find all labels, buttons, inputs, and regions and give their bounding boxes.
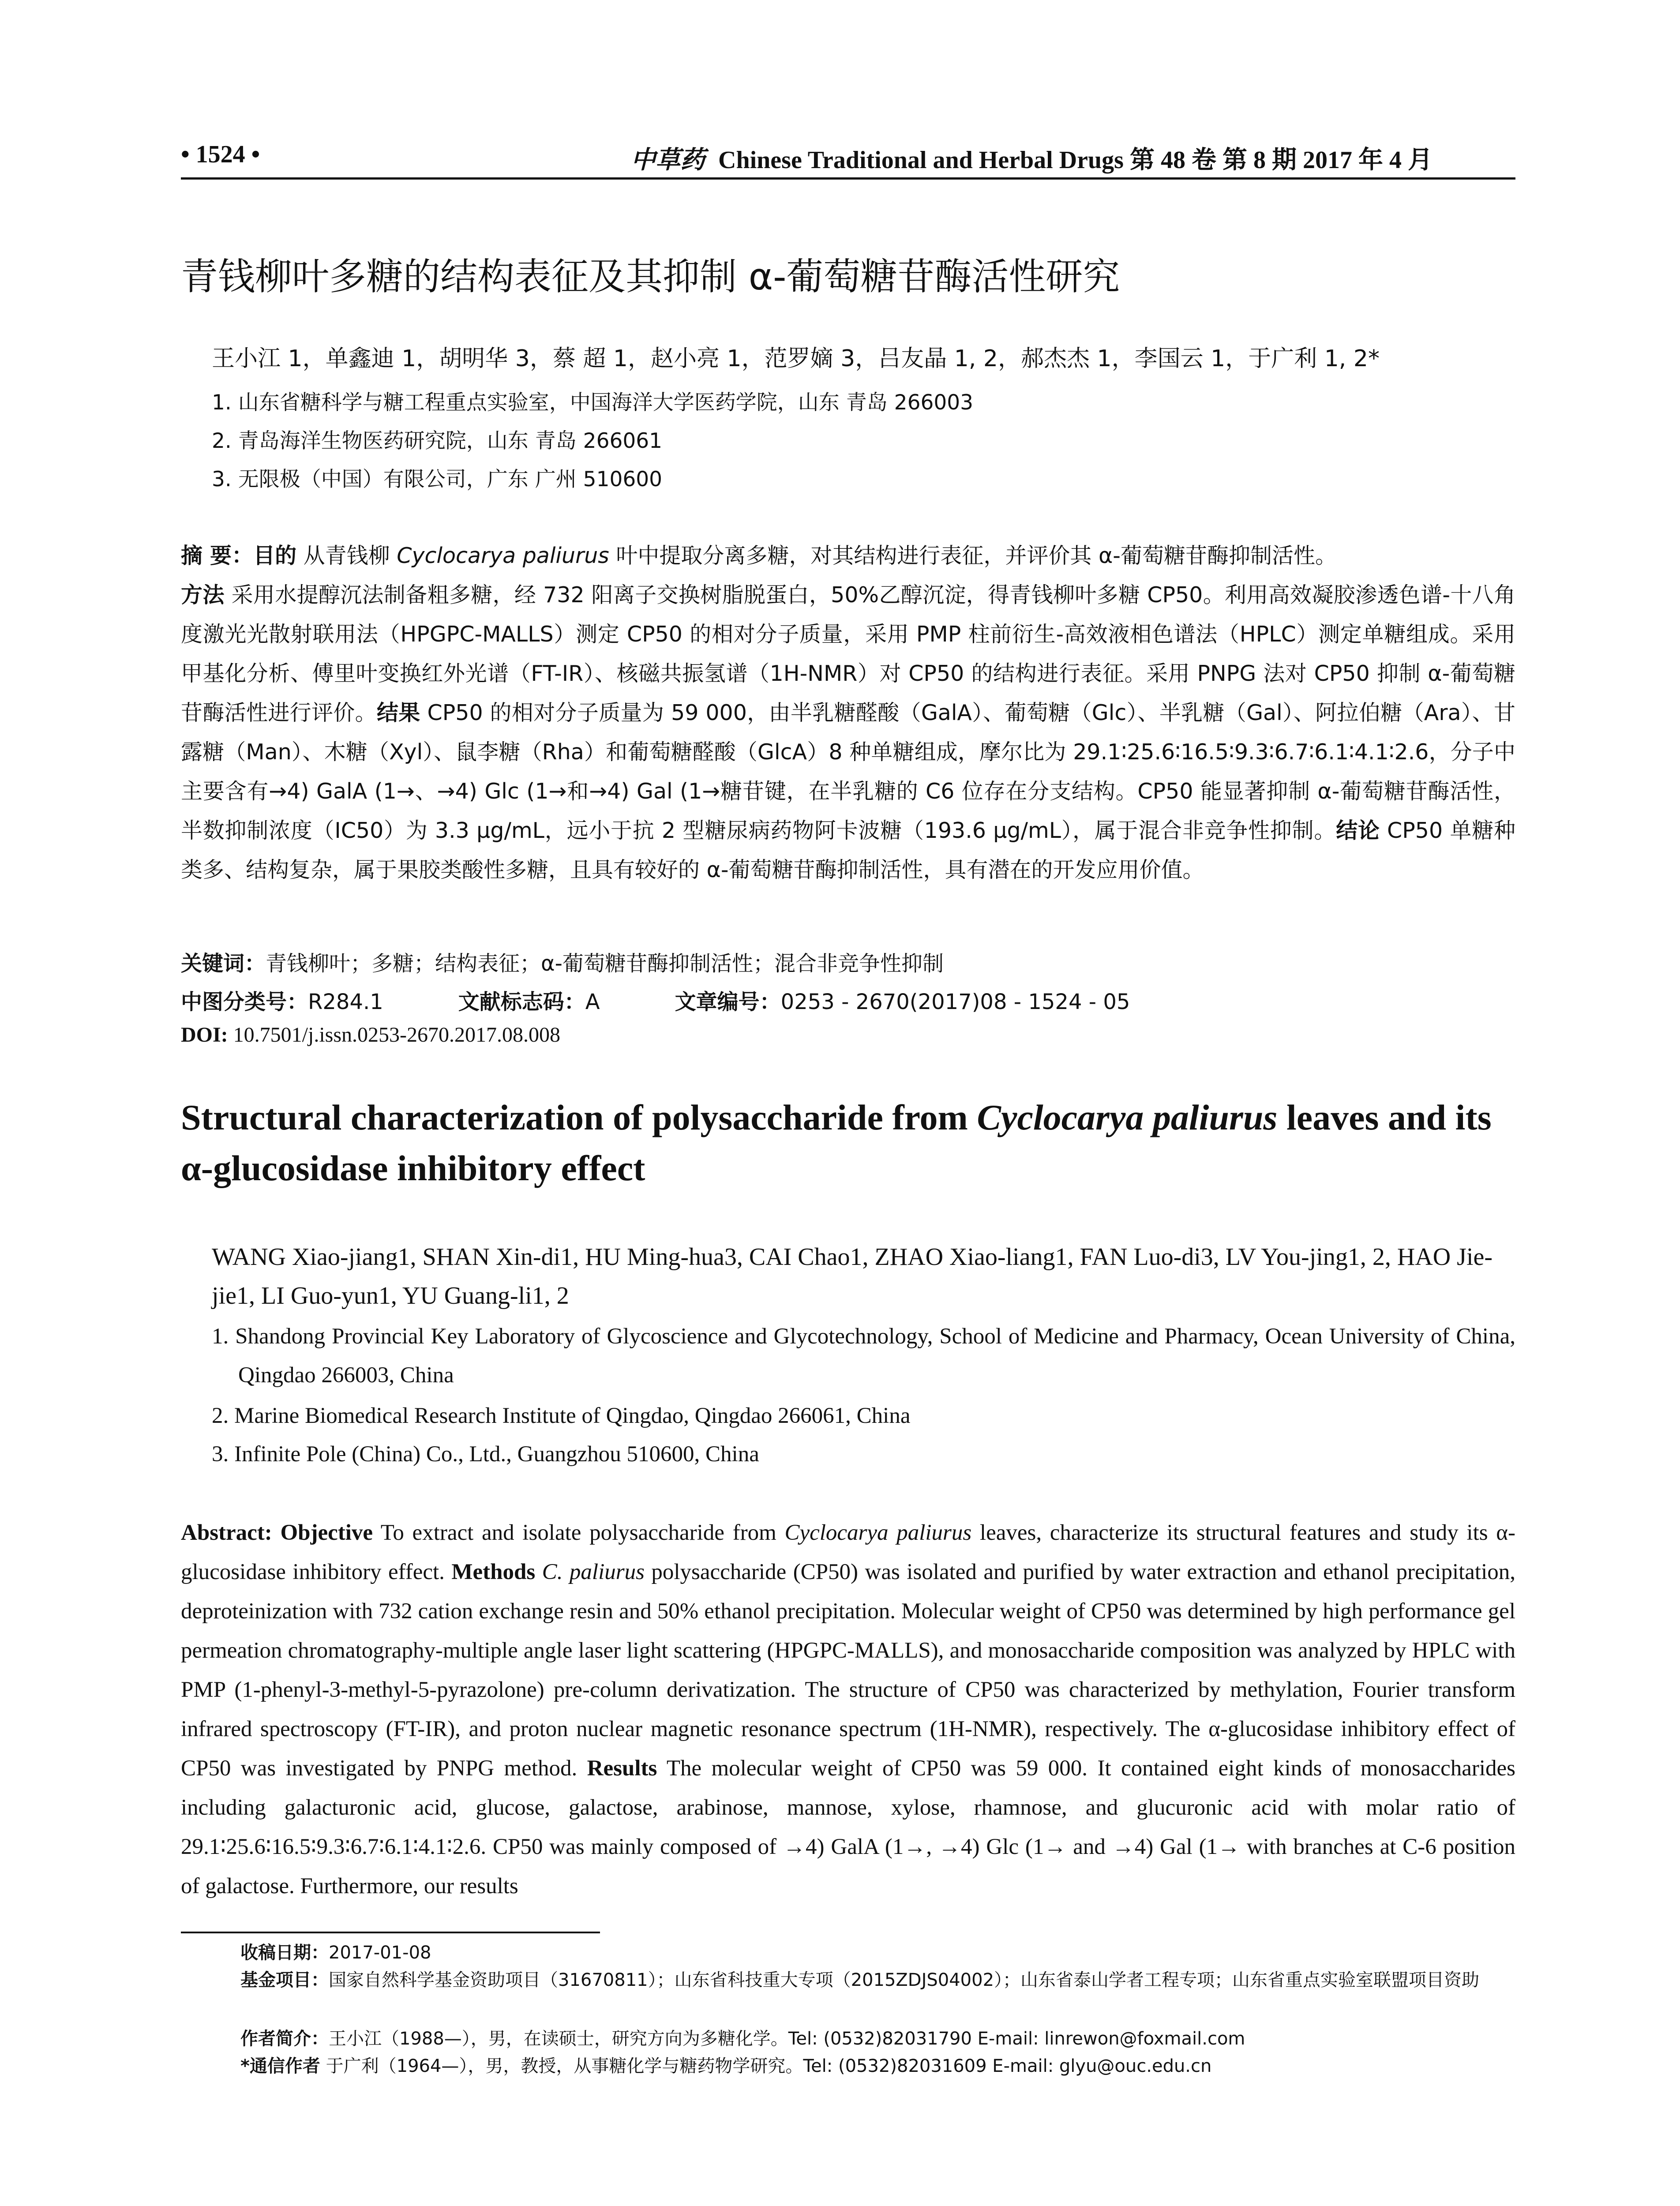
doi-line: [181, 1023, 560, 1047]
english-title-species: Cyclocarya paliurus: [977, 1097, 1278, 1137]
chinese-authors: 王小江 1，单鑫迪 1，胡明华 3，蔡 超 1，赵小亮 1，范罗嫡 3，吕友晶 1, 2，郝杰杰 1，李国云 1，于广利 1, 2*: [212, 345, 1380, 372]
results-text-cn: CP50 的相对分子质量为 59 000，由半乳糖醛酸（GalA）、葡萄糖（Glc）、半乳糖（Gal）、阿拉伯糖（Ara）、甘露糖（Man）、木糖（Xyl）、鼠李糖（Rha）和葡萄糖醛酸（GlcA）8 种单糖组成，摩尔比为 29.1∶25.6∶16.5∶9.3∶6.7∶6.1∶4.1∶2.6，分子中主要含有→4) GalA (1→、→4) Glc (1→和→4) Gal (1→糖苷键，在半乳糖的 C6 位存在分支结构。CP50 能显著抑制 α-葡萄糖苷酶活性，半数抑制浓度（IC50）为 3.3 μg/mL，远小于抗 2 型糖尿病药物阿卡波糖（193.6 μg/mL），属于混合非竞争性抑制。: [181, 700, 1515, 843]
english-authors: WANG Xiao-jiang1, SHAN Xin-di1, HU Ming-hua3, CAI Chao1, ZHAO Xiao-liang1, FAN Luo-di3, LV You-jing1, 2, HAO Jie-jie1, LI Guo-yun1, YU Guang-li1, 2: [212, 1243, 1493, 1309]
methods-label-cn: 方法: [181, 582, 225, 608]
keywords-line: [181, 946, 944, 977]
methods-species-en: C. paliurus: [542, 1560, 645, 1584]
objective-text-en-a: To extract and isolate polysaccharide from: [373, 1520, 785, 1545]
objective-text-cn-a: 从青钱柳: [296, 543, 397, 568]
abstract-label-en: Abstract: Objective: [181, 1520, 373, 1545]
results-label-cn: 结果: [376, 700, 420, 725]
english-abstract: [181, 1513, 1515, 1906]
journal-name-en: Chinese Traditional and Herbal Drugs 第 48 卷 第 8 期 2017 年 4 月: [718, 146, 1432, 174]
chinese-affiliation-1: 1. 山东省糖科学与糖工程重点实验室，中国海洋大学医药学院，山东 青岛 266003: [212, 390, 974, 415]
objective-text-cn-b: 叶中提取分离多糖，对其结构进行表征，并评价其 α-葡萄糖苷酶抑制活性。: [609, 543, 1337, 568]
clc-value: R284.1: [308, 990, 383, 1014]
page-number: • 1524 •: [181, 141, 260, 168]
keywords-label: 关键词：: [181, 951, 266, 976]
english-affiliation-3: 3. Infinite Pole (China) Co., Ltd., Guangzhou 510600, China: [212, 1442, 759, 1467]
classification-line: [181, 985, 1130, 1015]
english-affiliation-2: 2. Marine Biomedical Research Institute of Qingdao, Qingdao 266061, China: [212, 1403, 911, 1428]
journal-info: [631, 140, 1432, 176]
english-title-b: leaves and its α-glucosidase inhibitory effect: [181, 1097, 1492, 1188]
english-title: [181, 1092, 1515, 1193]
abstract-label-cn: 摘 要：: [181, 543, 254, 568]
running-header: [181, 140, 1515, 180]
keywords-text: 青钱柳叶；多糖；结构表征；α-葡萄糖苷酶抑制活性；混合非竞争性抑制: [266, 951, 944, 976]
objective-label-cn: 目的: [253, 543, 297, 568]
results-text-en: The molecular weight of CP50 was 59 000. It contained eight kinds of monosaccharides including galacturonic acid, glucose, galactose, arabinose, mannose, xylose, rhamnose, and glucuronic acid with molar ratio of 29.1∶25.6∶16.5∶9.3∶6.7∶6.1∶4.1∶2.6. CP50 was mainly composed of →4) GalA (1→, →4) Glc (1→ and →4) Gal (1→ with branches at C-6 position of galactose. Furthermore, our results: [181, 1756, 1516, 1898]
doccode-label: 文献标志码：: [458, 990, 585, 1014]
methods-label-en: Methods: [451, 1560, 536, 1584]
clc-label: 中图分类号：: [181, 990, 308, 1014]
article-number-label: 文章编号：: [675, 990, 781, 1014]
methods-text-en: polysaccharide (CP50) was isolated and purified by water extraction and ethanol precipitation, deproteinization with 732 cation exchange resin and 50% ethanol precipitation. Molecular weight of CP50 was determined by high performance gel permeation chromatography-multiple angle laser light scattering (HPGPC-MALLS), and monosaccharide composition was analyzed by HPLC with PMP (1-phenyl-3-methyl-5-pyrazolone) pre-column derivatization. The structure of CP50 was characterized by methylation, Fourier transform infrared spectroscopy (FT-IR), and proton nuclear magnetic resonance spectrum (1H-NMR), respectively. The α-glucosidase inhibitory effect of CP50 was investigated by PNPG method.: [181, 1560, 1516, 1781]
chinese-affiliation-2: 2. 青岛海洋生物医药研究院，山东 青岛 266061: [212, 429, 663, 453]
chinese-affiliation-3: 3. 无限极（中国）有限公司，广东 广州 510600: [212, 467, 663, 491]
footnote-rule: [181, 1932, 600, 1933]
chinese-title: 青钱柳叶多糖的结构表征及其抑制 α-葡萄糖苷酶活性研究: [181, 255, 1120, 298]
objective-text-en-b: leaves, characterize its structural features and study its α-glucosidase inhibitory effect.: [181, 1520, 1515, 1584]
chinese-abstract: [181, 536, 1515, 889]
methods-text-cn: 采用水提醇沉法制备粗多糖，经 732 阳离子交换树脂脱蛋白，50%乙醇沉淀，得青钱柳叶多糖 CP50。利用高效凝胶渗透色谱-十八角度激光光散射联用法（HPGPC-MALLS）测定 CP50 的相对分子质量，采用 PMP 柱前衍生-高效液相色谱法（HPLC）测定单糖组成。采用甲基化分析、傅里叶变换红外光谱（FT-IR）、核磁共振氢谱（1H-NMR）对 CP50 的结构进行表征。采用 PNPG 法对 CP50 抑制 α-葡萄糖苷酶活性进行评价。: [181, 582, 1515, 725]
english-affiliation-1: 1. Shandong Provincial Key Laboratory of Glycoscience and Glycotechnology, School of Medicine and Pharmacy, Ocean University of China, Qingdao 266003, China: [212, 1324, 1515, 1388]
footnote-received: 收稿日期：2017-01-08: [240, 1943, 431, 1963]
footnote-author-bio: 作者简介：王小江（1988—），男，在读硕士，研究方向为多糖化学。Tel: (0532)82031790 E-mail: linrewon@foxmail.com: [240, 2029, 1245, 2049]
conclusion-text-cn: CP50 单糖种类多、结构复杂，属于果胶类酸性多糖，且具有较好的 α-葡萄糖苷酶抑制活性，具有潜在的开发应用价值。: [181, 818, 1515, 882]
doi-label: DOI:: [181, 1023, 228, 1047]
doccode-value: A: [585, 990, 600, 1014]
article-number-value: 0253 - 2670(2017)08 - 1524 - 05: [780, 990, 1130, 1014]
header-rule: [181, 177, 1515, 180]
journal-name-cn: 中草药: [631, 145, 705, 174]
results-label-en: Results: [587, 1756, 657, 1781]
doi-link[interactable]: 10.7501/j.issn.0253-2670.2017.08.008: [233, 1023, 561, 1047]
english-title-a: Structural characterization of polysaccharide from: [181, 1097, 977, 1137]
species-name-en-abstract: Cyclocarya paliurus: [784, 1520, 972, 1545]
footnote-corresponding: *通信作者 于广利（1964—），男，教授，从事糖化学与糖药物学研究。Tel: (0532)82031609 E-mail: glyu@ouc.edu.cn: [240, 2056, 1212, 2076]
conclusion-label-cn: 结论: [1336, 818, 1380, 843]
footnote-funding: 基金项目：国家自然科学基金资助项目（31670811）；山东省科技重大专项（2015ZDJS04002）；山东省泰山学者工程专项；山东省重点实验室联盟项目资助: [240, 1970, 1480, 1990]
species-name-cn-abstract: Cyclocarya paliurus: [397, 543, 609, 568]
